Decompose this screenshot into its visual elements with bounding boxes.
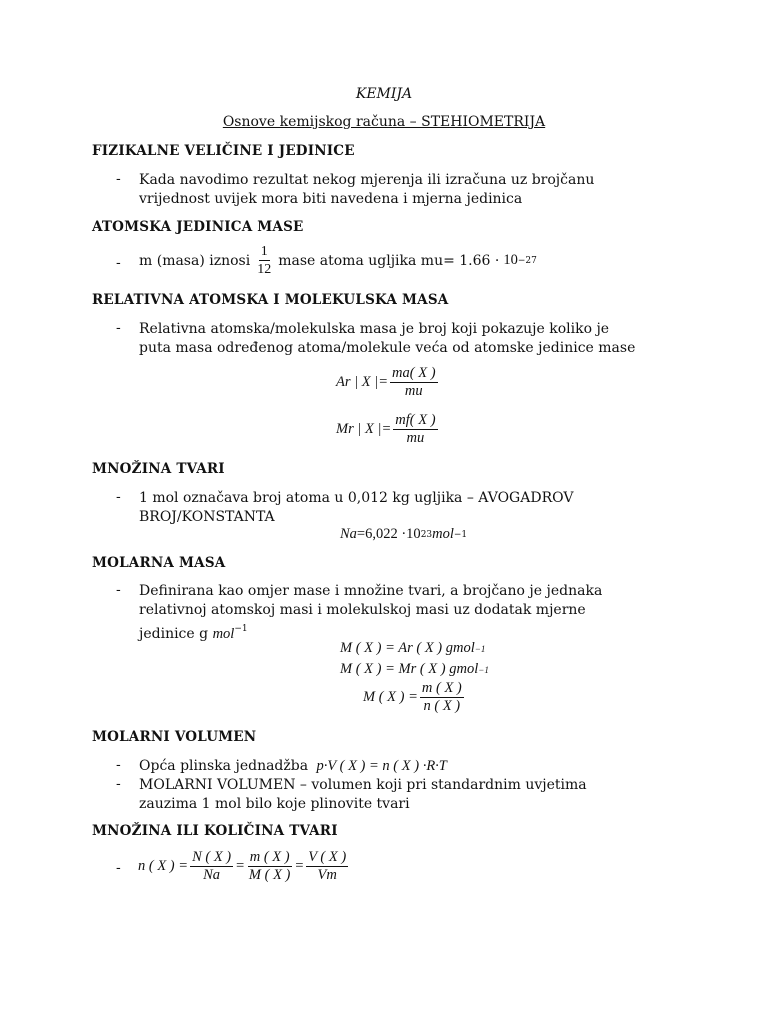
paragraph-line: MOLARNI VOLUMEN – volumen koji pri standardnim uvjetima — [139, 777, 587, 793]
eq-lhs: Mr — [336, 421, 354, 437]
paragraph-line: 1 mol označava broj atoma u 0,012 kg ugljika – AVOGADROV — [139, 490, 574, 506]
paragraph-text: jedinice g — [139, 626, 209, 642]
eq-body: M ( X ) = Ar ( X ) gmol — [340, 640, 475, 656]
fraction-denominator: Vm — [317, 867, 337, 883]
paragraph-line: BROJ/KONSTANTA — [139, 509, 275, 525]
power-base: 10 — [503, 252, 518, 268]
paragraph-line: puta masa određenog atoma/molekule veća od atomske jedinice mase — [139, 340, 636, 356]
eq-var: X — [418, 412, 428, 428]
fraction — [247, 849, 292, 884]
power-exponent: −27 — [517, 255, 537, 266]
paragraph-line: vrijednost uvijek mora biti navedena i mjerna jedinica — [139, 191, 523, 207]
eq-body: M ( X ) = Mr ( X ) gmol — [340, 661, 479, 677]
equation-molar-mass-ratio — [363, 680, 466, 715]
eq-lhs: Ar — [336, 374, 351, 390]
paragraph-text: mase atoma ugljika mu= 1.66 · — [278, 252, 500, 269]
equation-ar: Ar | X |= $\frac{ma( X )}{mu}$ — [336, 365, 436, 399]
eq-var: X — [364, 421, 374, 437]
fraction-denominator: mu — [406, 430, 425, 446]
fraction-denominator: Na — [203, 867, 221, 883]
heading-mnozina-kolicina: MNOŽINA ILI KOLIČINA TVARI — [92, 823, 338, 839]
paragraph-line: Definirana kao omjer mase i množine tvari, a brojčano je jednaka — [139, 583, 603, 599]
heading-atomska-jedinica-mase: ATOMSKA JEDINICA MASE — [92, 219, 304, 235]
equals-sign: = — [235, 858, 245, 874]
paragraph-line: relativnoj atomskoj masi i molekulskoj masi uz dodatak mjerne — [139, 602, 586, 618]
bullet-dash: - — [116, 582, 121, 598]
fraction-numerator: N ( X ) — [192, 849, 232, 865]
atomic-mass-unit-line — [139, 243, 537, 278]
fraction-one-twelfth — [255, 243, 273, 278]
paragraph-line — [139, 757, 447, 776]
fraction: $\frac{ma( X )}{mu}$ — [392, 365, 436, 399]
fraction-numerator: 1 — [260, 244, 268, 259]
fraction-numerator: V ( X ) — [308, 849, 347, 865]
equation-mr: Mr | X |= $\frac{mf( X )}{mu}$ — [336, 412, 436, 446]
paragraph-line: Relativna atomska/molekulska masa je broj koji pokazuje koliko je — [139, 321, 610, 337]
fraction-denominator: 12 — [257, 262, 272, 277]
paragraph-line: zauzima 1 mol bilo koje plinovite tvari — [139, 796, 410, 812]
fraction-numerator: mf — [395, 412, 410, 428]
heading-molarni-volumen: MOLARNI VOLUMEN — [92, 729, 257, 745]
fraction-numerator: m ( X ) — [421, 680, 462, 696]
document-title: KEMIJA — [355, 86, 413, 102]
equation-avogadro — [340, 526, 467, 543]
heading-molarna-masa: MOLARNA MASA — [92, 555, 226, 571]
eq-value: =6,022 ·10 — [356, 526, 421, 542]
paragraph-line — [139, 620, 248, 644]
heading-mnozina-tvari: MNOŽINA TVARI — [92, 461, 225, 477]
bullet-dash: - — [116, 776, 121, 792]
eq-var: X — [418, 365, 428, 381]
eq-lhs: Na — [340, 526, 357, 542]
equation-amount-of-substance — [138, 849, 350, 884]
fraction-denominator: mu — [404, 383, 423, 399]
fraction: $\frac{mf( X )}{mu}$ — [395, 412, 436, 446]
bullet-dash: - — [116, 255, 121, 271]
bullet-dash: - — [116, 171, 121, 187]
eq-exponent: −1 — [478, 664, 489, 675]
fraction — [306, 849, 348, 884]
paragraph-text: m (masa) iznosi — [139, 252, 251, 269]
eq-unit-exponent: −1 — [453, 529, 468, 540]
fraction-numerator: ma — [392, 365, 410, 381]
eq-lhs: M ( X ) = — [363, 689, 418, 705]
fraction — [420, 680, 464, 715]
fraction-denominator: M ( X ) — [248, 867, 291, 883]
bullet-dash: - — [116, 860, 121, 876]
heading-fizikalne-velicine: FIZIKALNE VELIČINE I JEDINICE — [92, 143, 355, 159]
fraction-numerator: m ( X ) — [249, 849, 290, 865]
equation-molar-mass-ar — [340, 640, 485, 657]
paragraph-text: Opća plinska jednadžba — [139, 758, 309, 774]
unit: mol — [212, 626, 235, 642]
unit-exponent: −1 — [234, 624, 248, 634]
eq-lhs: n ( X ) = — [138, 858, 189, 874]
ideal-gas-equation: p·V ( X ) = n ( X ) ·R·T — [316, 758, 447, 774]
bullet-dash: - — [116, 757, 121, 773]
fraction — [190, 849, 233, 884]
eq-var: X — [361, 374, 371, 390]
fraction-denominator: n ( X ) — [423, 698, 461, 714]
bullet-dash: - — [116, 320, 121, 336]
paragraph-line: Kada navodimo rezultat nekog mjerenja ili izračuna uz brojčanu — [139, 172, 595, 188]
equals-sign: = — [294, 858, 305, 874]
heading-relativna-masa: RELATIVNA ATOMSKA I MOLEKULSKA MASA — [92, 292, 449, 308]
equation-molar-mass-mr — [340, 661, 489, 678]
eq-unit: mol — [432, 526, 454, 542]
eq-exponent: −1 — [474, 643, 486, 654]
document-subtitle: Osnove kemijskog računa – STEHIOMETRIJA — [222, 114, 546, 130]
bullet-dash: - — [116, 489, 121, 505]
eq-exponent: 23 — [420, 529, 433, 540]
